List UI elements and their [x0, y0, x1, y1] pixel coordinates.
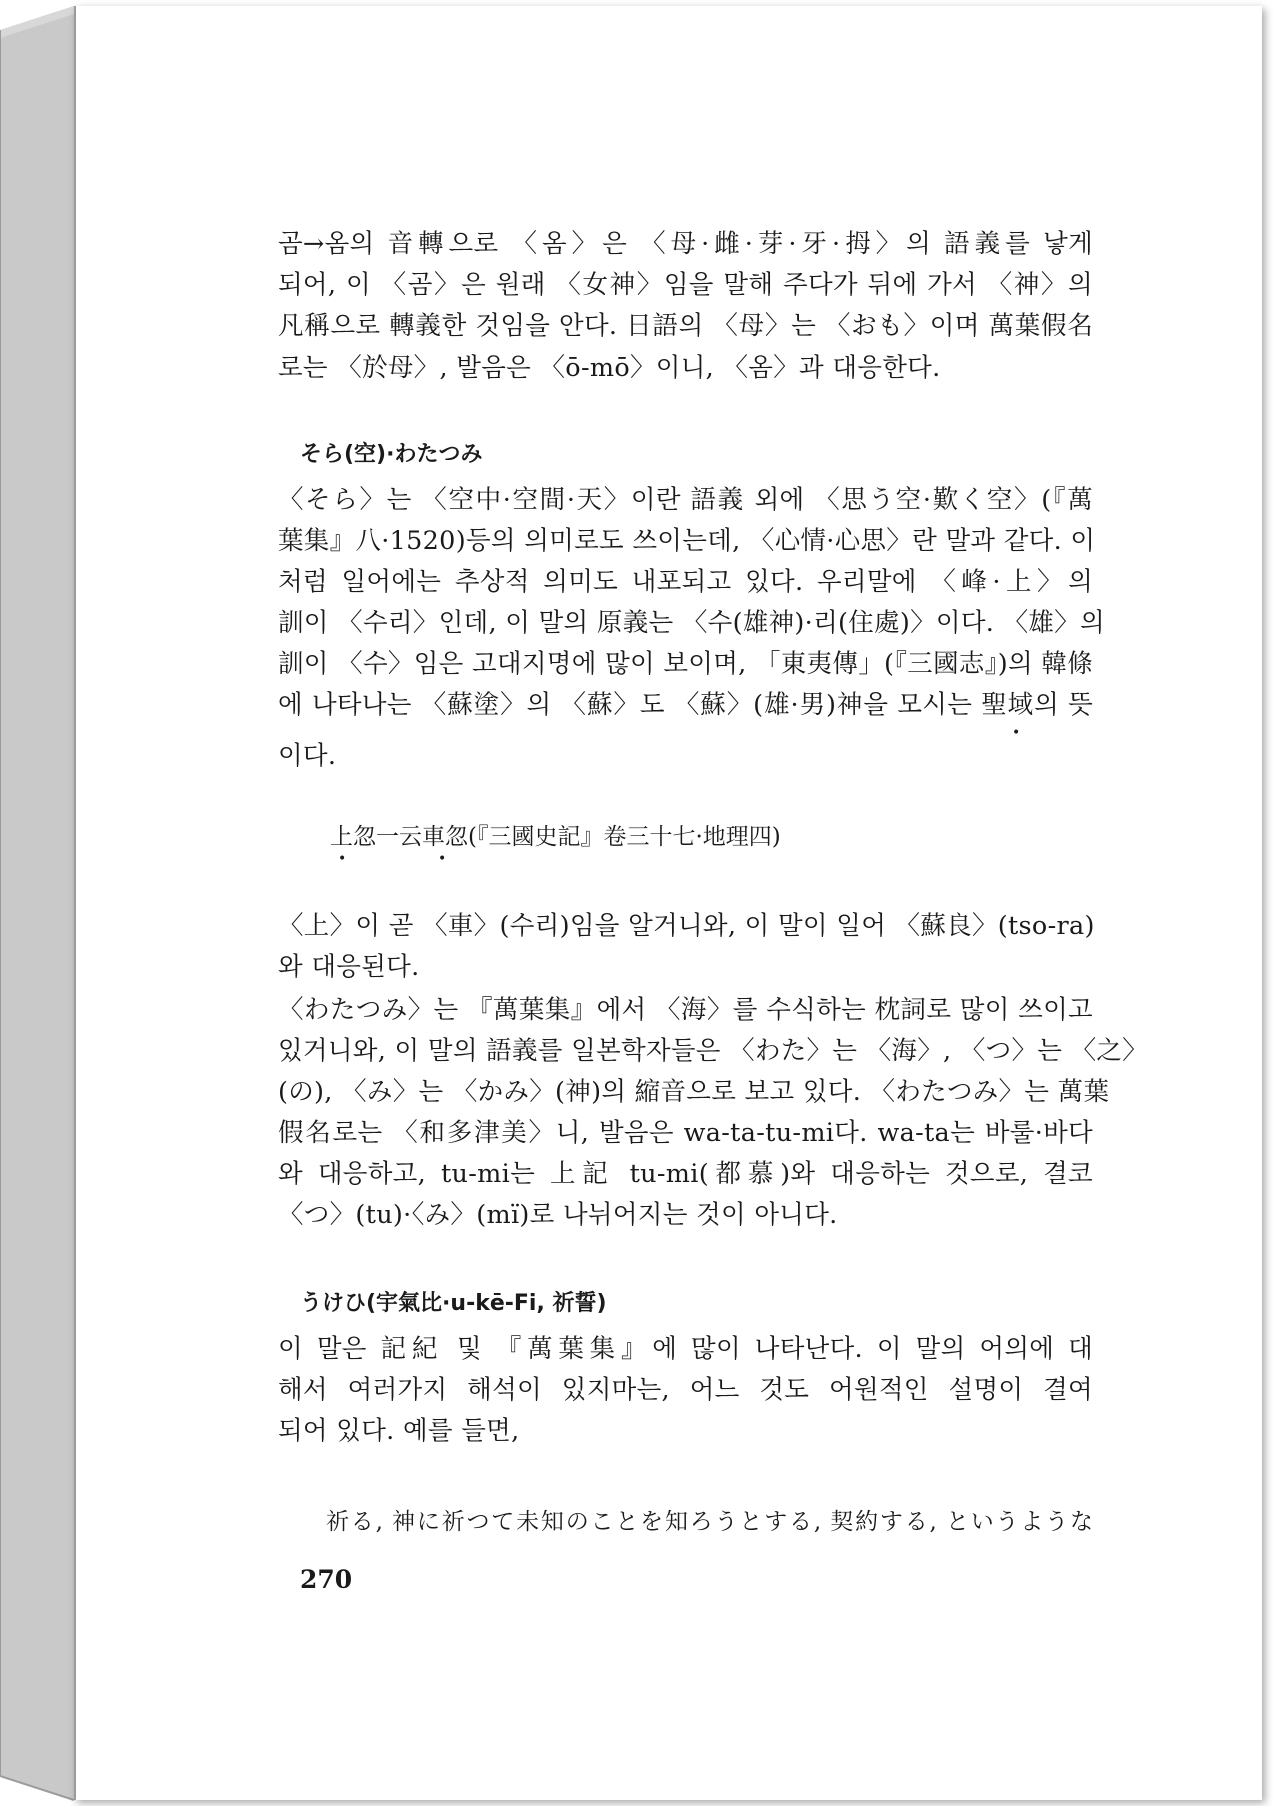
section-heading-ukehi: うけひ(宇氣比·u-kē-Fi, 祈誓): [300, 1291, 607, 1316]
section-heading-sora: そら(空)·わたつみ: [300, 442, 483, 467]
para5-line-1: 이 말은 記紀 및 『萬葉集』에 많이 나타난다. 이 말의 어의에 대: [278, 1334, 1093, 1364]
book-spine: [0, 0, 80, 1806]
para4-line-2: 있거니와, 이 말의 語義를 일본학자들은 〈わた〉는 〈海〉, 〈つ〉는 〈之〉: [278, 1036, 1148, 1066]
citation-quote-2: 祈る, 神に祈つて未知のことを知ろうとする, 契約する, というような: [326, 1509, 1093, 1535]
para2-line-1: 〈そら〉는 〈空中·空間·天〉이란 語義 외에 〈思う空·歎く空〉(『萬: [278, 485, 1093, 515]
emphasis-dot: •: [438, 851, 447, 867]
para3-line-2: 와 대응된다.: [278, 952, 420, 982]
para2-line-5: 訓이 〈수〉임은 고대지명에 많이 보이며, 「東夷傳」(『三國志』)의 韓條: [278, 649, 1093, 679]
para1-line-2: 되어, 이 〈곰〉은 원래 〈女神〉임을 말해 주다가 뒤에 가서 〈神〉의: [278, 270, 1093, 300]
para1-line-3: 凡稱으로 轉義한 것임을 안다. 日語의 〈母〉는 〈おも〉이며 萬葉假名: [278, 311, 1093, 341]
para4-line-4: 假名로는 〈和多津美〉니, 발음은 wa-ta-tu-mi다. wa-ta는 바룰·바다: [278, 1118, 1093, 1148]
para2-line-6: 에 나타나는 〈蘇塗〉의 〈蘇〉도 〈蘇〉(雄·男)神을 모시는 聖域의 뜻: [278, 690, 1093, 720]
page-number: 270: [300, 1565, 353, 1594]
citation-quote-1: 上忽一云車忽(『三國史記』卷三十七·地理四): [330, 824, 781, 850]
para4-line-5: 와 대응하고, tu-mi는 上記 tu-mi(都慕)와 대응하는 것으로, 결코: [278, 1159, 1093, 1189]
para5-line-2: 해서 여러가지 해석이 있지마는, 어느 것도 어원적인 설명이 결여: [278, 1375, 1093, 1405]
para2-line-2: 葉集』八·1520)등의 의미로도 쓰이는데, 〈心情·心思〉란 말과 같다. 이: [278, 526, 1096, 556]
para3-line-1: 〈上〉이 곧 〈車〉(수리)임을 알거니와, 이 말이 일어 〈蘇良〉(tso-ra): [278, 911, 1095, 941]
para5-line-3: 되어 있다. 예를 들면,: [278, 1416, 520, 1446]
para4-line-1: 〈わたつみ〉는 『萬葉集』에서 〈海〉를 수식하는 枕詞로 많이 쓰이고: [278, 995, 1093, 1025]
para2-line-7: 이다.: [278, 741, 337, 771]
para2-line-3: 처럼 일어에는 추상적 의미도 내포되고 있다. 우리말에 〈峰·上〉의: [278, 567, 1093, 597]
para2-line-4: 訓이 〈수리〉인데, 이 말의 原義는 〈수(雄神)·리(住處)〉이다. 〈雄〉의: [278, 608, 1105, 638]
emphasis-dot: •: [1012, 725, 1021, 741]
para4-line-6: 〈つ〉(tu)·〈み〉(mï)로 나뉘어지는 것이 아니다.: [278, 1200, 838, 1230]
para1-line-1: 곰→옴의 音轉으로 〈옴〉은 〈母·雌·芽·牙·拇〉의 語義를 낳게: [278, 229, 1093, 259]
para1-line-4: 로는 〈於母〉, 발음은 〈ō-mō〉이니, 〈옴〉과 대응한다.: [278, 353, 941, 383]
emphasis-dot: •: [338, 851, 347, 867]
para4-line-3: (の), 〈み〉는 〈かみ〉(神)의 縮音으로 보고 있다. 〈わたつみ〉는 萬葉: [278, 1077, 1110, 1107]
